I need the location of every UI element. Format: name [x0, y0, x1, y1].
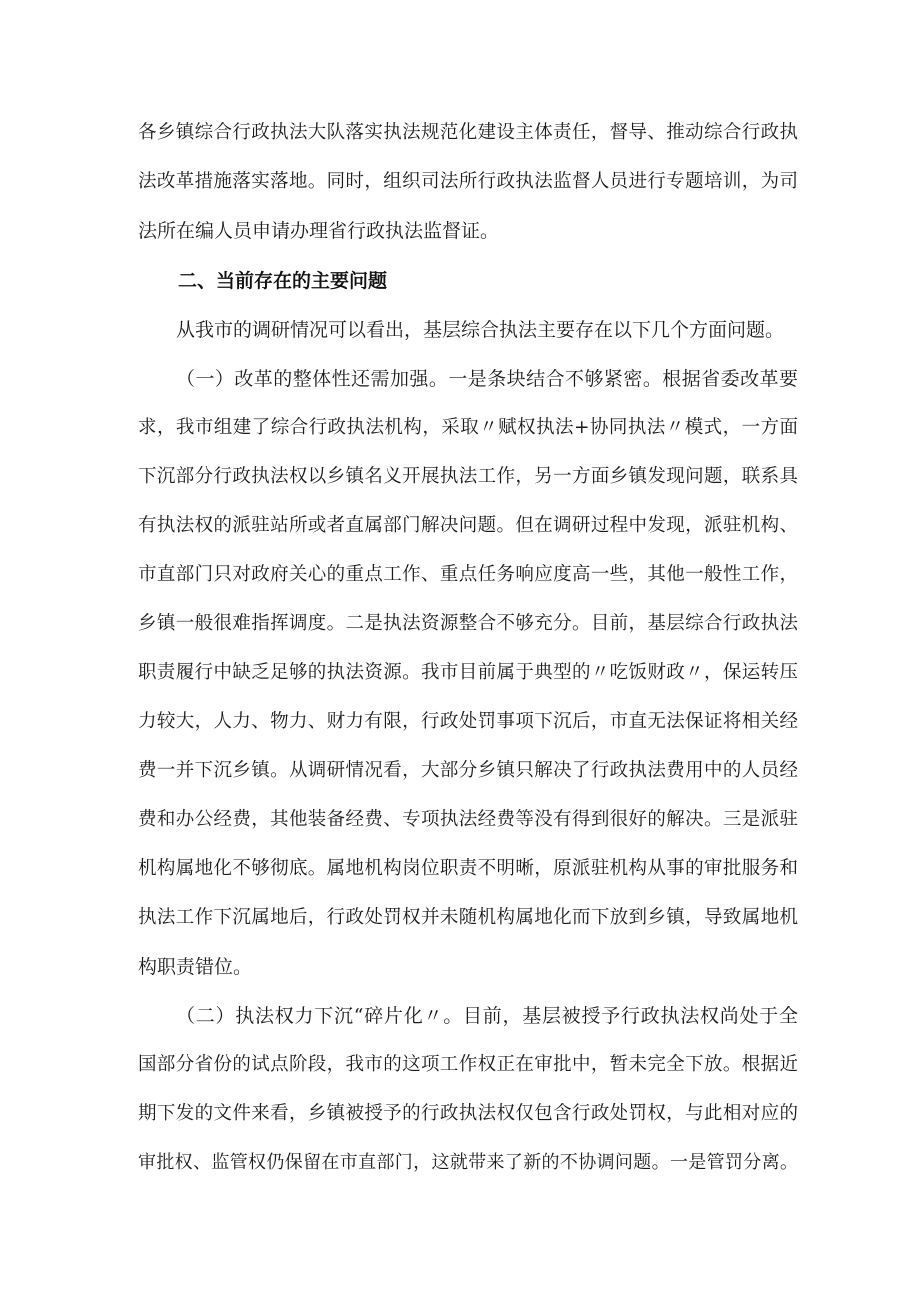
paragraph-line: 审批权、监管权仍保留在市直部门，这就带来了新的不协调问题。一是管罚分离。	[138, 1152, 798, 1173]
paragraph-line: 职责履行中缺乏足够的执法资源。我市目前属于典型的〃吃饭财政〃，保运转压	[138, 662, 798, 683]
paragraph-line: （一）改革的整体性还需加强。一是条块结合不够紧密。根据省委改革要	[176, 368, 798, 390]
paragraph-line: 市直部门只对政府关心的重点工作、重点任务响应度高一些，其他一般性工作，	[138, 564, 798, 585]
paragraph-line: 执法工作下沉属地后，行政处罚权并未随机构属地化而下放到乡镇，导致属地机	[138, 907, 798, 928]
paragraph-line: 求，我市组建了综合行政执法机构，采取〃赋权执法+协同执法〃模式，一方面	[138, 417, 798, 438]
section-heading: 二、当前存在的主要问题	[178, 270, 388, 292]
paragraph-line: 费一并下沉乡镇。从调研情况看，大部分乡镇只解决了行政执法费用中的人员经	[138, 760, 798, 781]
paragraph-line: 下沉部分行政执法权以乡镇名义开展执法工作，另一方面乡镇发现问题，联系具	[138, 466, 798, 487]
paragraph-line: 各乡镇综合行政执法大队落实执法规范化建设主体责任，督导、推动综合行政执	[138, 122, 798, 143]
paragraph-line: 法改革措施落实落地。同时，组织司法所行政执法监督人员进行专题培训，为司	[138, 171, 798, 192]
paragraph-line: 法所在编人员申请办理省行政执法监督证。	[138, 220, 500, 242]
paragraph-line: 力较大，人力、物力、财力有限，行政处罚事项下沉后，市直无法保证将相关经	[138, 711, 798, 732]
paragraph-line: 机构属地化不够彻底。属地机构岗位职责不明晰，原派驻机构从事的审批服务和	[138, 858, 798, 879]
paragraph-line: 费和办公经费，其他装备经费、专项执法经费等没有得到很好的解决。三是派驻	[138, 809, 798, 830]
paragraph-line: 构职责错位。	[138, 956, 253, 978]
paragraph-line: （二）执法权力下沉“碎片化〃。目前，基层被授予行政执法权尚处于全	[176, 1005, 798, 1027]
paragraph-line: 有执法权的派驻站所或者直属部门解决问题。但在调研过程中发现，派驻机构、	[138, 515, 798, 536]
paragraph-line: 期下发的文件来看，乡镇被授予的行政执法权仅包含行政处罚权，与此相对应的	[138, 1103, 798, 1124]
paragraph-line: 从我市的调研情况可以看出，基层综合执法主要存在以下几个方面问题。	[176, 319, 785, 341]
paragraph-line: 国部分省份的试点阶段，我市的这项工作权正在审批中，暂未完全下放。根据近	[138, 1054, 798, 1075]
paragraph-line: 乡镇一般很难指挥调度。二是执法资源整合不够充分。目前，基层综合行政执法	[138, 613, 798, 634]
